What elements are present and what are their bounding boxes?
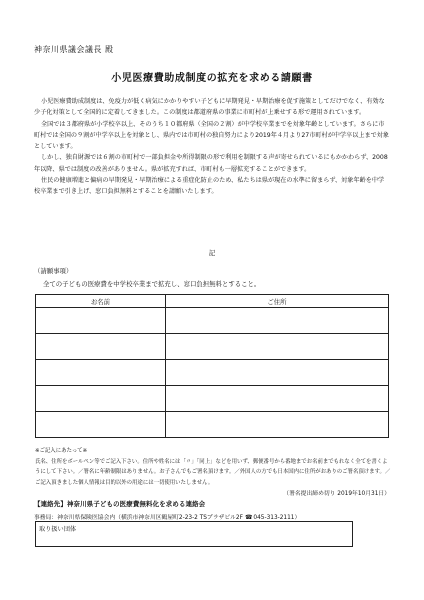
request-item: 全ての子どもの医療費を中学校卒業まで拡充し、窓口負担無料とすること。 [43,280,261,288]
signature-row [36,386,389,412]
office-address: 事務局：神奈川県保険医協会内（横浜市神奈川区鶴屋町2-23-2 TSプラザビル2F [34,515,243,521]
deadline-note: （署名提出締め切り 2019年10月31日） [283,491,390,497]
handling-organization-box[interactable] [35,521,353,547]
address-column-header: ご住所 [166,295,389,308]
paragraph-1: 小児医療費助成制度は、免疫力が低く病気にかかりやすい子どもに早期発見・早期治療を促す施策としてだけでなく、有効な少子化対策として全国的に定着してきました。この制度は都道府県の事業に市町村が上乗せする形で運用されています。 [34,98,385,117]
request-label: （請願事項） [34,267,73,275]
paragraph-2: 全国では３都府県が小学校卒以上、そのうち１０都府県（全国の２割）が中学校卒業までを対象年齢としています。さらに市町村では全国の９割が中学卒以上を対象とし、県内では市町村の独自努力により2019年４月より27市町村が中学卒以上まで対象としています。 [34,120,390,151]
contact-heading: 【連絡先】神奈川県子どもの医療費無料化を求める連絡会 [34,500,206,508]
address-cell[interactable] [166,308,389,334]
paragraph-4: 住民の健康増進と偏病の早期発見・早期治療による重症化防止のため、私たちは県が現在の水準に留まらず、対象年齢を中学校卒業まで引き上げ、窓口負担無料とすることを請願いたします。 [34,177,385,196]
signature-row [36,360,389,386]
contact-address [34,512,390,521]
phone-number: 045-313-2111） [253,515,301,521]
name-cell[interactable] [36,308,166,334]
page-title: 小児医療費助成制度の拡充を求める請願書 [111,73,313,84]
signature-row [36,412,389,438]
addressee: 神奈川県議会議長 殿 [34,45,114,54]
name-cell[interactable] [36,412,166,438]
signature-row [36,308,389,334]
address-cell[interactable] [166,334,389,360]
address-cell[interactable] [166,412,389,438]
phone-icon: ☎ [244,514,253,521]
petition-body [34,96,390,198]
handling-organization-label: 取り扱い団体 [39,526,77,533]
instructions-text: 氏名、住所をボールペン等でご記入下さい。住所や姓名には「〃」「同上」などを用いず、郵便番号から番地までお名前までもれなく全てを書くようにして下さい。／署名に年齢制限はありません。お子さんでもご署名頂けます。／外国人の方でも日本国内に住所がおありのご署名頂けます。／ご記入頂きました個人情報は目的以外の用途には一切使用いたしません。 [35,458,391,486]
instructions-heading: ※ご記入にあたって※ [35,448,88,454]
address-cell[interactable] [166,360,389,386]
name-column-header: お名前 [36,295,166,308]
paragraph-3: しかし、独自財源では６割の市町村で一部負担金や所得制限の形で利用を制限する声が寄せられているにもかかわらず、2008年以降、県では制度の改善がありません。県が拡充すれば、市町村も一層拡充することができます。 [34,154,388,173]
instructions [35,446,391,488]
signature-row [36,334,389,360]
name-cell[interactable] [36,334,166,360]
ki-heading: 記 [208,249,216,257]
signature-table [35,294,389,438]
address-cell[interactable] [166,386,389,412]
name-cell[interactable] [36,360,166,386]
name-cell[interactable] [36,386,166,412]
